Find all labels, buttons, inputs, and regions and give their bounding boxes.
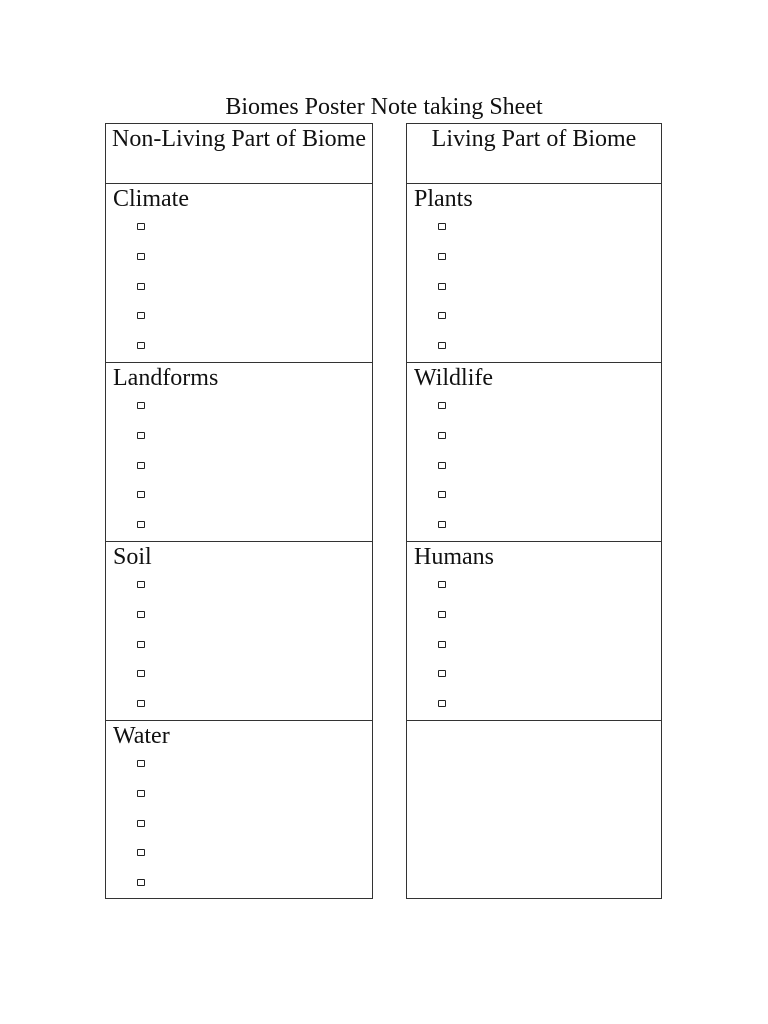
square-bullet-icon [137, 879, 145, 886]
section-label-landforms: Landforms [113, 365, 219, 391]
square-bullet-icon [438, 402, 446, 409]
section-soil [106, 542, 372, 721]
square-bullet-icon [137, 581, 145, 588]
section-plants [407, 184, 661, 363]
square-bullet-icon [438, 283, 446, 290]
section-humans [407, 542, 661, 721]
square-bullet-icon [137, 491, 145, 498]
non-living-column [105, 123, 373, 899]
square-bullet-icon [438, 521, 446, 528]
section-wildlife [407, 363, 661, 542]
square-bullet-icon [438, 312, 446, 319]
square-bullet-icon [438, 253, 446, 260]
square-bullet-icon [137, 641, 145, 648]
square-bullet-icon [137, 820, 145, 827]
square-bullet-icon [137, 611, 145, 618]
square-bullet-icon [438, 462, 446, 469]
living-column [406, 123, 662, 899]
square-bullet-icon [137, 670, 145, 677]
section-water [106, 721, 372, 900]
section-label-humans: Humans [414, 544, 494, 570]
square-bullet-icon [137, 462, 145, 469]
section-climate [106, 184, 372, 363]
section-label-wildlife: Wildlife [414, 365, 494, 391]
square-bullet-icon [438, 342, 446, 349]
square-bullet-icon [137, 521, 145, 528]
section-label-climate: Climate [113, 186, 189, 212]
square-bullet-icon [137, 312, 145, 319]
empty-cell [407, 721, 661, 899]
square-bullet-icon [438, 223, 446, 230]
section-label-soil: Soil [113, 544, 152, 570]
square-bullet-icon [438, 491, 446, 498]
square-bullet-icon [137, 849, 145, 856]
page-title: Biomes Poster Note taking Sheet [225, 94, 543, 120]
square-bullet-icon [438, 432, 446, 439]
square-bullet-icon [438, 700, 446, 707]
square-bullet-icon [137, 342, 145, 349]
square-bullet-icon [137, 283, 145, 290]
square-bullet-icon [137, 760, 145, 767]
square-bullet-icon [137, 700, 145, 707]
square-bullet-icon [438, 611, 446, 618]
living-header: Living Part of Biome [407, 124, 661, 184]
square-bullet-icon [137, 432, 145, 439]
square-bullet-icon [137, 223, 145, 230]
square-bullet-icon [137, 402, 145, 409]
square-bullet-icon [438, 670, 446, 677]
square-bullet-icon [438, 581, 446, 588]
square-bullet-icon [438, 641, 446, 648]
square-bullet-icon [137, 790, 145, 797]
section-label-plants: Plants [414, 186, 473, 212]
section-landforms [106, 363, 372, 542]
non-living-header: Non-Living Part of Biome [106, 124, 372, 184]
square-bullet-icon [137, 253, 145, 260]
section-label-water: Water [113, 723, 170, 749]
